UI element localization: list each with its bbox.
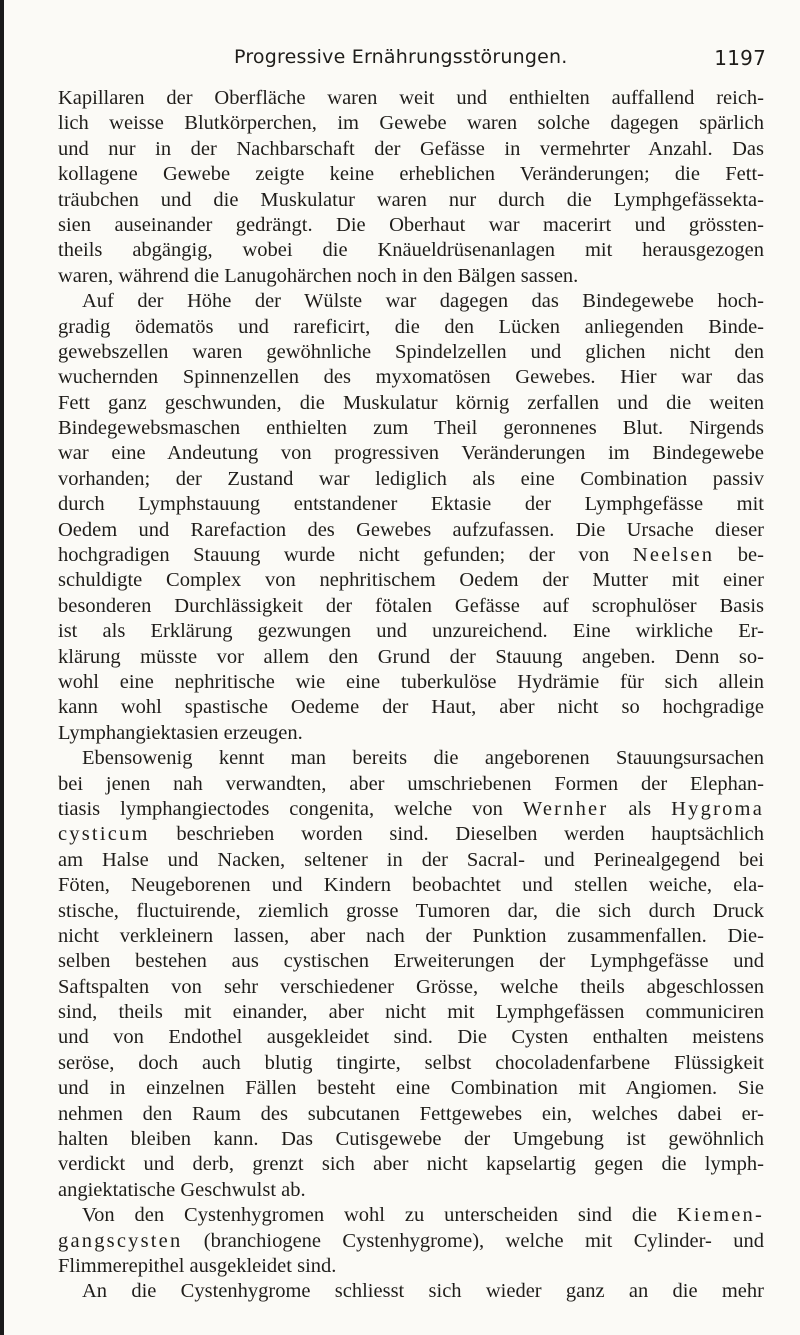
line-text: und von Endothel ausgekleidet sind. Die Cysten enthalten meistens [58,1026,764,1049]
line-text: war eine Andeutung von progressiven Veränderungen im Bindegewebe [58,442,764,465]
text-line [58,721,764,746]
line-text: besonderen Durchlässigkeit der fötalen Gefässe auf scrophulöser Basis [58,594,764,617]
line-text: (branchiogene Cystenhygrome), welche mit Cylinder- und [182,1229,764,1252]
line-text: An die Cystenhygrome schliesst sich wieder ganz an die mehr [82,1280,764,1303]
text-line [58,924,764,949]
page-number: 1197 [714,46,766,70]
line-text: bei jenen nah verwandten, aber umschriebenen Formen der Elephan- [58,772,764,795]
line-text: Föten, Neugeborenen und Kindern beobachtet und stellen weiche, ela- [58,874,764,897]
line-text: Flimmerepithel ausgekleidet sind. [58,1254,337,1277]
line-text: selben bestehen aus cystischen Erweiterungen der Lymphgefässe und [58,950,764,973]
book-page [58,40,764,1305]
spaced-name: Wernher [522,797,609,820]
text-line [58,1000,764,1025]
line-text: nehmen den Raum des subcutanen Fettgewebes ein, welches dabei er- [58,1102,764,1125]
line-text: nicht verkleinern lassen, aber nach der Punktion zusammenfallen. Die- [58,924,764,947]
line-text: halten bleiben kann. Das Cutisgewebe der Umgebung ist gewöhnlich [58,1128,764,1151]
text-line [58,1279,764,1304]
line-text: sind, theils mit einander, aber nicht mit Lymphgefässen communiciren [58,1001,764,1024]
line-text: und nur in der Nachbarschaft der Gefässe in vermehrter Anzahl. Das [58,137,764,160]
line-text: schuldigte Complex von nephritischem Oedem der Mutter mit einer [58,569,764,592]
text-line [58,772,764,797]
text-line [58,441,764,466]
line-text: wuchernden Spinnenzellen des myxomatösen Gewebes. Hier war das [58,366,764,389]
running-title: Progressive Ernährungsstörungen. [234,46,568,68]
line-text: beschrieben worden sind. Dieselben werden hauptsächlich [149,823,764,846]
line-text: Oedem und Rarefaction des Gewebes aufzufassen. Die Ursache dieser [58,518,764,541]
text-line [58,264,764,289]
text-line [58,746,764,771]
running-header [58,40,764,74]
line-text: gradig ödematös und rareficirt, die den Lücken anliegenden Binde- [58,315,764,338]
text-line [58,873,764,898]
spaced-name: Neelsen [632,544,715,567]
text-line [58,645,764,670]
line-text: hochgradigen Stauung wurde nicht gefunden; der von [58,544,633,567]
text-line [58,1025,764,1050]
line-text: verdickt und derb, grenzt sich aber nicht kapselartig gegen die lymph- [58,1153,764,1176]
line-text: tiasis lymphangiectodes congenita, welche von [58,797,523,820]
text-line [58,1229,764,1254]
text-line [58,492,764,517]
text-line [58,543,764,568]
line-text: lich weisse Blutkörperchen, im Gewebe waren solche dagegen spärlich [58,112,764,135]
line-text: und in einzelnen Fällen besteht eine Combination mit Angiomen. Sie [58,1077,764,1100]
text-line [58,86,764,111]
line-text: träubchen und die Muskulatur waren nur durch die Lymphgefässekta- [58,188,764,211]
text-line [58,822,764,847]
text-line [58,899,764,924]
line-text: Ebensowenig kennt man bereits die angeborenen Stauungsursachen [82,747,764,770]
spaced-name: Kiemen- [676,1204,764,1227]
text-line [58,1254,764,1279]
spaced-name: Hygroma [671,797,764,820]
text-line [58,365,764,390]
text-line [58,391,764,416]
text-line [58,238,764,263]
text-line [58,416,764,441]
text-line [58,111,764,136]
text-line [58,315,764,340]
line-text: vorhanden; der Zustand war lediglich als eine Combination passiv [58,467,764,490]
line-text: Kapillaren der Oberfläche waren weit und enthielten auffallend reich- [58,87,764,109]
line-text: angiektatische Geschwulst ab. [58,1178,306,1201]
text-line [58,949,764,974]
text-line [58,213,764,238]
line-text: sien auseinander gedrängt. Die Oberhaut war macerirt und grössten- [58,213,764,236]
line-text: be- [714,544,764,567]
body-text [58,86,764,1305]
text-line [58,188,764,213]
text-line [58,1127,764,1152]
line-text: als [608,797,672,820]
page-left-edge [0,0,4,1335]
text-line [58,594,764,619]
line-text: kollagene Gewebe zeigte keine erheblichen Veränderungen; die Fett- [58,163,764,186]
text-line [58,670,764,695]
line-text: theils abgängig, wobei die Knäueldrüsenanlagen mit herausgezogen [58,239,764,262]
text-line [58,797,764,822]
line-text: gewebszellen waren gewöhnliche Spindelzellen und glichen nicht den [58,340,764,363]
text-line [58,137,764,162]
line-text: stische, fluctuirende, ziemlich grosse Tumoren dar, die sich durch Druck [58,899,764,922]
line-text: waren, während die Lanugohärchen noch in den Bälgen sassen. [58,264,579,287]
text-line [58,1178,764,1203]
text-line [58,1152,764,1177]
line-text: seröse, doch auch blutig tingirte, selbst chocoladenfarbene Flüssigkeit [58,1051,764,1074]
text-line [58,518,764,543]
text-line [58,619,764,644]
text-line [58,1203,764,1228]
text-line [58,975,764,1000]
text-line [58,695,764,720]
line-text: wohl eine nephritische wie eine tuberkulöse Hydrämie für sich allein [58,670,764,693]
line-text: klärung müsste vor allem den Grund der Stauung angeben. Denn so- [58,645,764,668]
text-line [58,340,764,365]
line-text: Lymphangiektasien erzeugen. [58,721,303,744]
text-line [58,162,764,187]
line-text: Auf der Höhe der Wülste war dagegen das Bindegewebe hoch- [82,290,764,313]
line-text: Fett ganz geschwunden, die Muskulatur körnig zerfallen und die weiten [58,391,764,414]
text-line [58,848,764,873]
spaced-name: cysticum [58,823,150,846]
text-line [58,1076,764,1101]
text-line [58,1051,764,1076]
text-line [58,289,764,314]
line-text: Saftspalten von sehr verschiedener Grösse, welche theils abgeschlossen [58,975,764,998]
line-text: am Halse und Nacken, seltener in der Sacral- und Perinealgegend bei [58,848,764,871]
text-line [58,1102,764,1127]
text-line [58,568,764,593]
line-text: ist als Erklärung gezwungen und unzureichend. Eine wirkliche Er- [58,620,764,643]
line-text: durch Lymphstauung entstandener Ektasie der Lymphgefässe mit [58,493,764,516]
line-text: Bindegewebsmaschen enthielten zum Theil geronnenes Blut. Nirgends [58,417,764,440]
line-text: Von den Cystenhygromen wohl zu unterscheiden sind die [82,1204,677,1227]
line-text: kann wohl spastische Oedeme der Haut, aber nicht so hochgradige [58,696,764,719]
text-line [58,467,764,492]
spaced-name: gangscysten [58,1229,183,1252]
